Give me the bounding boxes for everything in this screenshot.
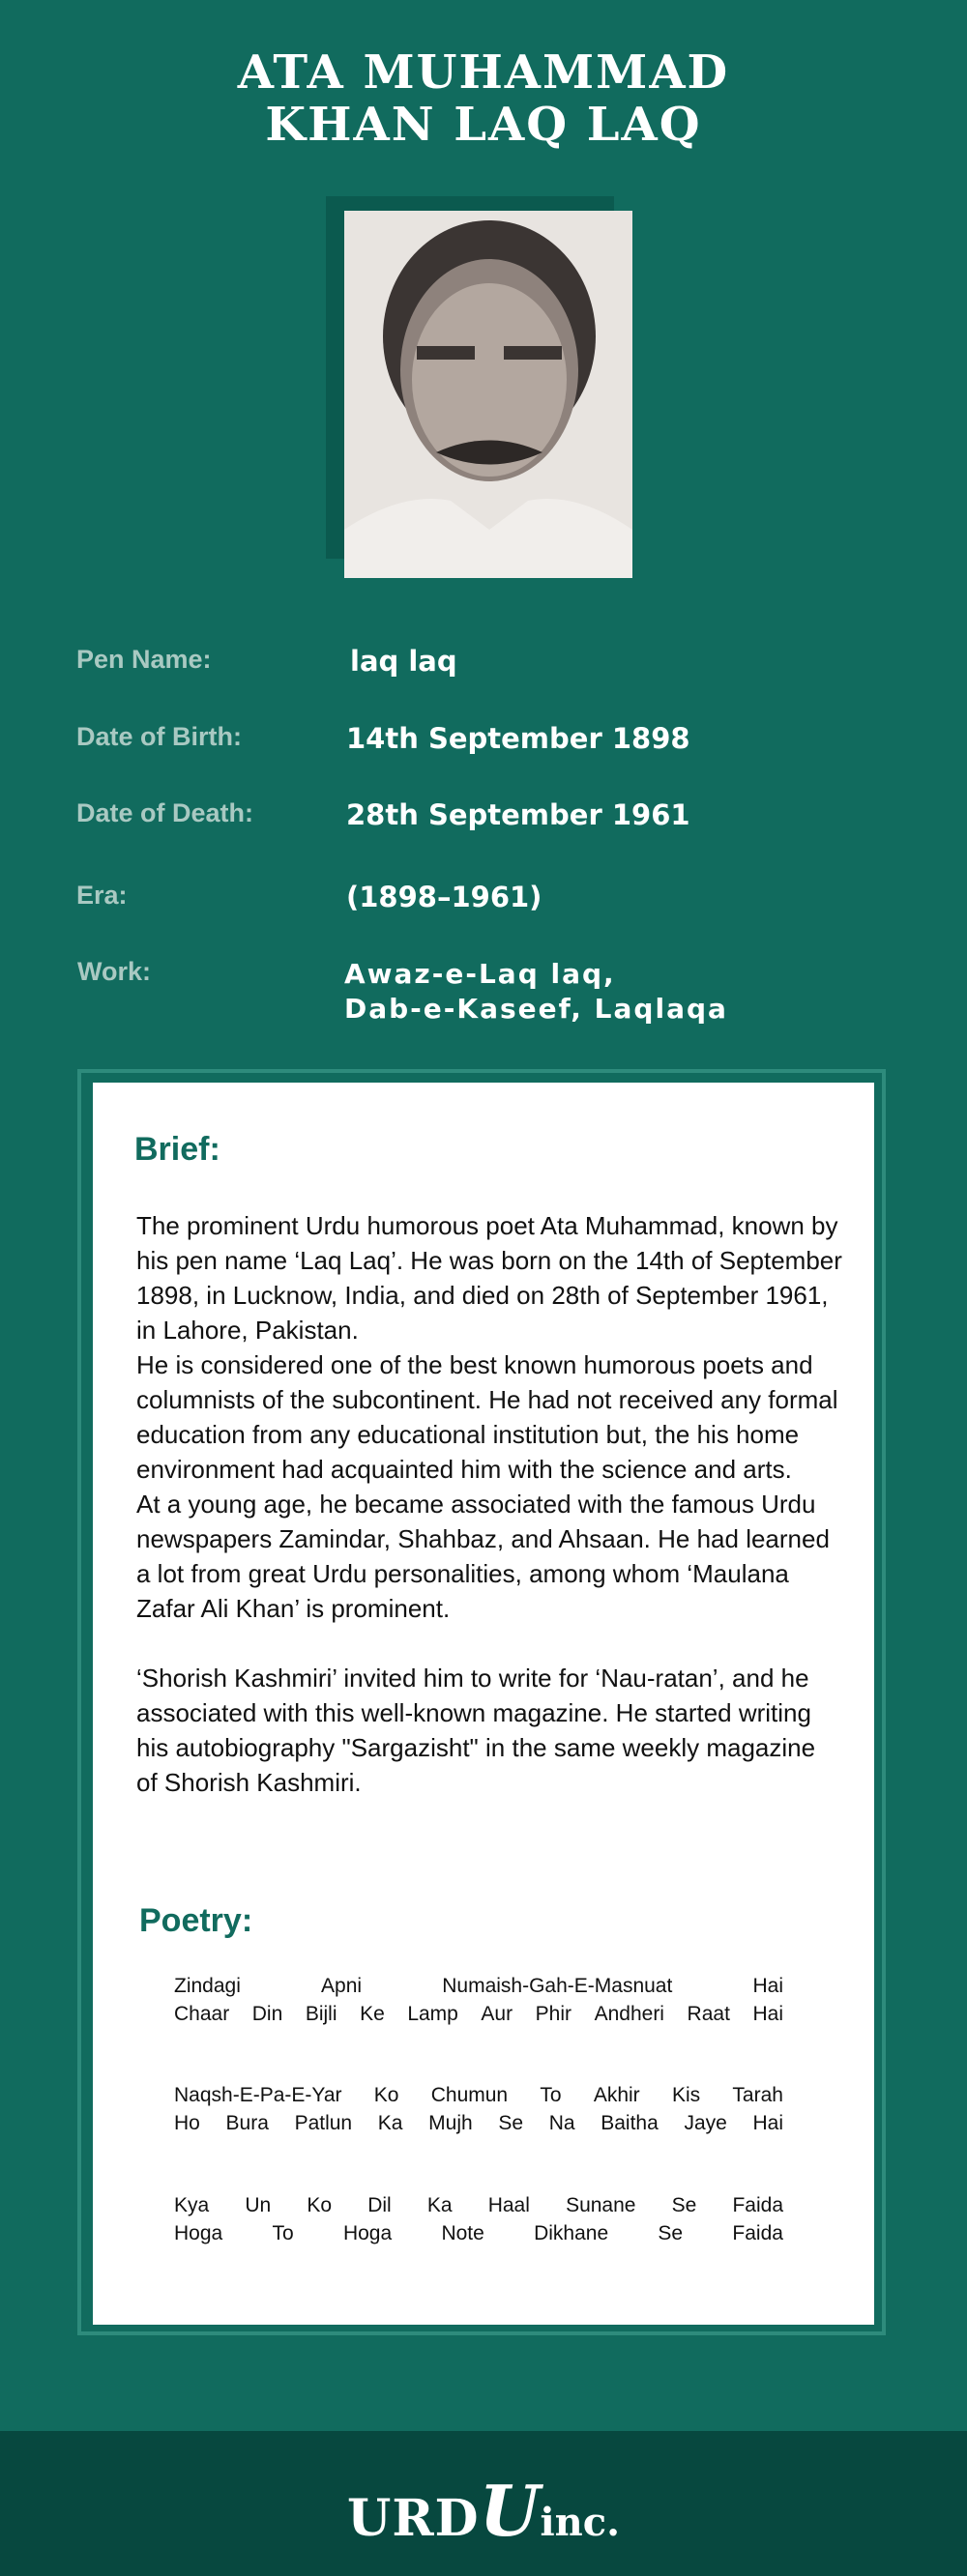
- brief-text: [136, 1208, 842, 1800]
- poem-line-1: [174, 1975, 783, 1998]
- poem-word: Aur: [481, 2003, 513, 2025]
- logo-text-u: U: [479, 2470, 541, 2552]
- date-of-death-label: Date of Death:: [76, 798, 254, 827]
- poem-word: Hai: [752, 1975, 783, 1997]
- poem-word: Hoga: [342, 2222, 393, 2244]
- poem-word: Akhir: [593, 2084, 640, 2106]
- poem-word: Chaar: [174, 2003, 230, 2025]
- poem-word: Ke: [360, 2003, 385, 2025]
- poem-line-4: [174, 2112, 783, 2135]
- poem-word: Se: [658, 2222, 684, 2244]
- poem-word: Sunane: [566, 2194, 636, 2216]
- poem-word: Se: [498, 2112, 524, 2134]
- poem-word: Lamp: [407, 2003, 458, 2025]
- poem-word: Na: [548, 2112, 575, 2134]
- poem-word: Apni: [321, 1975, 363, 1997]
- poem-word: Ka: [377, 2112, 403, 2134]
- poem-word: Hai: [752, 2112, 783, 2134]
- poem-line-2: [174, 2003, 783, 2026]
- portrait-photo: [344, 211, 632, 578]
- poem-line-6: [174, 2222, 783, 2245]
- poem-word: Bura: [225, 2112, 269, 2134]
- work-value: [344, 957, 728, 1027]
- poem-word: Ka: [426, 2194, 453, 2216]
- poem-word: Chumun: [430, 2084, 509, 2106]
- poem-word: Bijli: [305, 2003, 337, 2025]
- poem-word: Tarah: [732, 2084, 783, 2106]
- poem-word: Numaish-Gah-E-Masnuat: [442, 1975, 673, 1997]
- poem-word: To: [540, 2084, 562, 2106]
- poem-word: Andheri: [594, 2003, 664, 2025]
- era-label: Era:: [76, 881, 128, 910]
- poem-word: Kis: [671, 2084, 701, 2106]
- poem-word: Din: [251, 2003, 283, 2025]
- pen-name-value: laq laq: [350, 645, 457, 678]
- poem-word: Dil: [367, 2194, 392, 2216]
- poem-word: Faida: [732, 2222, 783, 2244]
- logo-text-urd: URD: [346, 2489, 480, 2548]
- poem-word: Kya: [174, 2194, 210, 2216]
- poem-word: Se: [671, 2194, 697, 2216]
- poem-line-5: [174, 2194, 783, 2217]
- poem-word: Mujh: [428, 2112, 473, 2134]
- brief-paragraph-1: The prominent Urdu humorous poet Ata Muhammad, known by his pen name ‘Laq Laq’. He was born on the 14th of September 1898, in Lucknow, India, and died on 28th of September 1961, in Lahore, Pakistan.: [136, 1211, 842, 1345]
- brief-paragraph-4: ‘Shorish Kashmiri’ invited him to write for ‘Nau-ratan’, and he associated with this well-known magazine. He started writing his autobiography "Sargazisht" in the same weekly magazine of Shorish Kashmiri.: [136, 1664, 816, 1797]
- work-line-2: Dab-e-Kaseef, Laqlaqa: [344, 993, 728, 1025]
- poem-word: Raat: [687, 2003, 730, 2025]
- work-label: Work:: [77, 957, 152, 986]
- poem-word: Ko: [307, 2194, 333, 2216]
- urdu-inc-logo[interactable]: [0, 2470, 967, 2552]
- poem-word: Hoga: [174, 2222, 223, 2244]
- date-of-death-value: 28th September 1961: [346, 798, 690, 831]
- poem-word: Ko: [373, 2084, 399, 2106]
- page-title: [0, 46, 967, 151]
- poem-word: Haal: [487, 2194, 530, 2216]
- pen-name-label: Pen Name:: [76, 645, 212, 674]
- poem-word: Note: [441, 2222, 484, 2244]
- poem-word: Faida: [732, 2194, 783, 2216]
- title-line-2: KHAN LAQ LAQ: [265, 98, 702, 152]
- date-of-birth-value: 14th September 1898: [346, 722, 690, 755]
- era-value: (1898–1961): [346, 881, 542, 913]
- poem-word: Zindagi: [174, 1975, 241, 1997]
- poem-word: Ho: [174, 2112, 200, 2134]
- brief-paragraph-3: At a young age, he became associated with the famous Urdu newspapers Zamindar, Shahbaz, and Ahsaan. He had learned a lot from great Urdu personalities, among whom ‘Maulana Zafar Ali Khan’ is prominent.: [136, 1490, 830, 1623]
- poem-word: Jaye: [684, 2112, 727, 2134]
- poem-word: Hai: [752, 2003, 783, 2025]
- poem-word: Un: [245, 2194, 272, 2216]
- poem-word: Baitha: [601, 2112, 659, 2134]
- poem-word: Dikhane: [534, 2222, 609, 2244]
- poem-word: Naqsh-E-Pa-E-Yar: [174, 2084, 342, 2106]
- poem-word: Patlun: [294, 2112, 353, 2134]
- title-line-1: ATA MUHAMMAD: [237, 45, 730, 100]
- logo-text-inc: inc.: [540, 2500, 620, 2545]
- poem-line-3: [174, 2084, 783, 2107]
- work-line-1: Awaz-e-Laq laq,: [344, 958, 616, 990]
- brief-title: Brief:: [134, 1131, 220, 1168]
- poetry-title: Poetry:: [139, 1902, 253, 1939]
- poem-word: To: [272, 2222, 294, 2244]
- poem-word: Phir: [535, 2003, 572, 2025]
- brief-paragraph-2: He is considered one of the best known humorous poets and columnists of the subcontinent. He had not received any formal education from any educational institution but, the his home environment had acquainted him with the science and arts.: [136, 1350, 838, 1484]
- date-of-birth-label: Date of Birth:: [76, 722, 242, 751]
